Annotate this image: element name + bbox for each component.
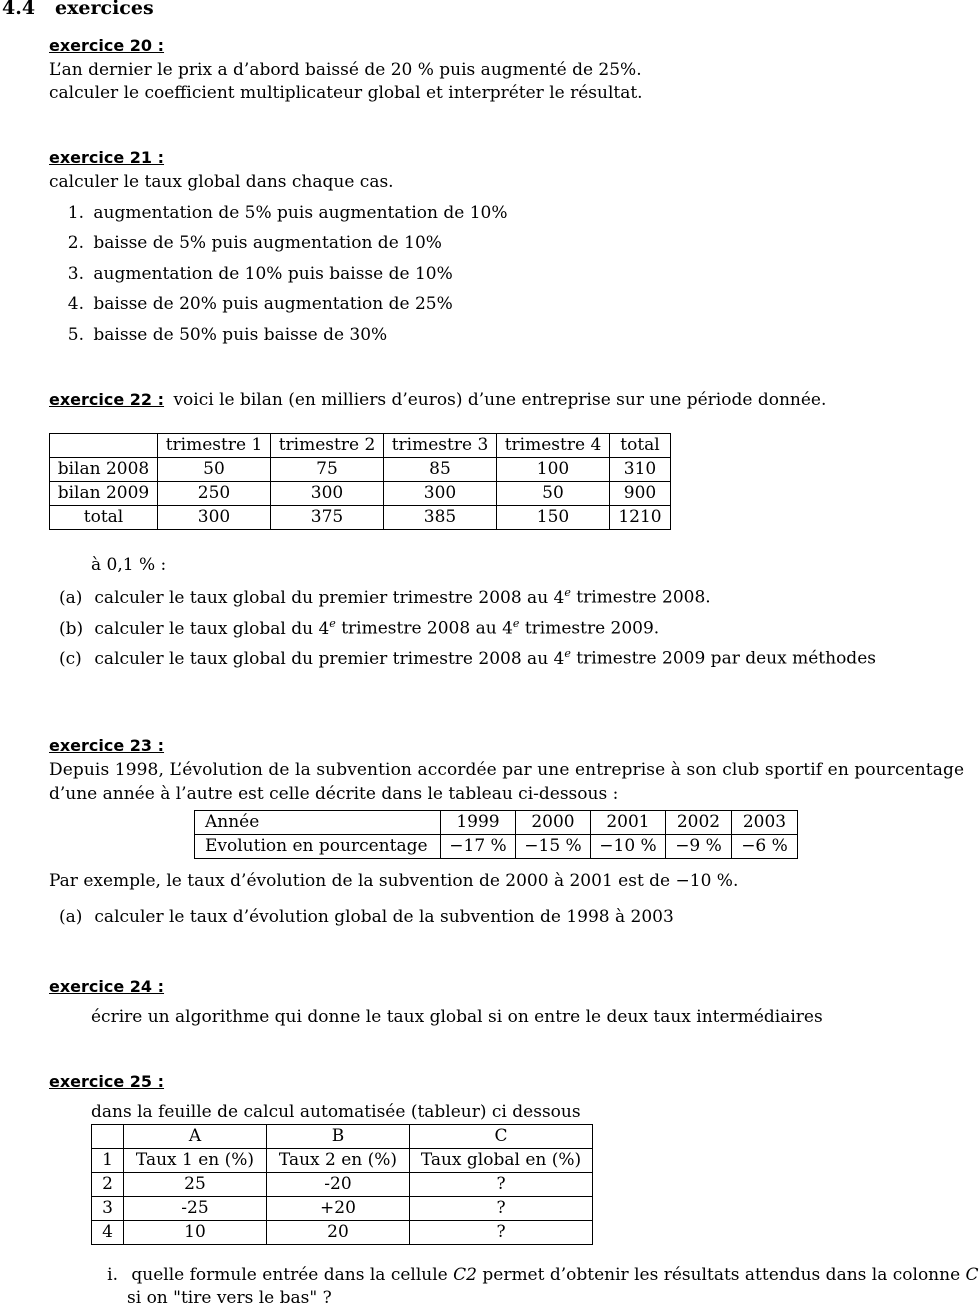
list-item-number: 2. [67,233,84,253]
ex25-question-i [100,1265,979,1285]
ex22-question-b [59,617,659,639]
table-cell [92,1125,124,1149]
table-cell: trimestre 3 [384,434,497,458]
table-row [92,1149,593,1173]
table-cell: 25 [124,1173,267,1197]
table-cell: 2001 [591,811,666,835]
table-cell: 150 [497,506,610,530]
column-reference: C [965,1265,979,1285]
question-text: calculer le taux d’évolution global de la subvention de 1998 à 2003 [94,907,674,927]
table-row [50,506,671,530]
superscript: e [564,586,571,599]
section-title: exercices [55,0,154,19]
question-text: calculer le taux global du premier trimestre 2008 au 4 [94,648,565,669]
table-cell: B [267,1125,410,1149]
question-label: (b) [59,618,84,639]
table-row [92,1221,593,1245]
question-label: (a) [59,907,83,927]
ex24-text: écrire un algorithme qui donne le taux global si on entre le deux taux intermédiaires [91,1007,823,1027]
ex23-para-1: Depuis 1998, L’évolution de la subvention accordée par une entreprise à son club sportif en pourcentage [49,760,965,780]
table-cell [50,434,158,458]
table-cell: trimestre 4 [497,434,610,458]
table-row [50,434,671,458]
ex25-spreadsheet [91,1124,593,1245]
table-cell: -25 [124,1197,267,1221]
ex22-question-c [59,647,876,669]
table-row [92,1173,593,1197]
table-cell: ? [410,1221,593,1245]
question-text-mid: permet d’obtenir les résultats attendus dans la colonne [476,1265,966,1285]
ex20-line-2: calculer le coefficient multiplicateur global et interpréter le résultat. [49,83,643,103]
cell-reference: C2 [453,1265,477,1285]
table-cell: Taux global en (%) [410,1149,593,1173]
ex20-line-1: L’an dernier le prix a d’abord baissé de 20 % puis augmenté de 25%. [49,60,642,80]
table-cell: 300 [384,482,497,506]
ex22-precision: à 0,1 % : [91,555,167,575]
question-text: calculer le taux global du 4 [94,618,330,639]
list-item-text: baisse de 5% puis augmentation de 10% [93,233,442,253]
question-label: (c) [59,648,82,669]
table-cell: ? [410,1197,593,1221]
table-cell: 300 [271,482,384,506]
table-cell: -20 [267,1173,410,1197]
table-cell: A [124,1125,267,1149]
table-row [92,1197,593,1221]
ex22-table [49,433,671,530]
table-cell: 900 [610,482,671,506]
table-cell: 100 [497,458,610,482]
table-cell: 20 [267,1221,410,1245]
table-cell: −17 % [441,835,516,859]
table-cell: 2003 [732,811,798,835]
ex23-question-a [59,907,674,927]
ex23-para-2: d’une année à l’autre est celle décrite dans le tableau ci-dessous : [49,784,619,804]
table-cell: Taux 1 en (%) [124,1149,267,1173]
table-row [50,482,671,506]
table-cell: bilan 2009 [50,482,158,506]
ex20-heading: exercice 20 : [49,36,165,55]
question-text: quelle formule entrée dans la cellule [131,1265,454,1285]
table-row [195,835,798,859]
ex21-intro: calculer le taux global dans chaque cas. [49,172,394,192]
table-cell: 85 [384,458,497,482]
ex22-header-line [49,390,826,410]
table-cell: 10 [124,1221,267,1245]
table-cell: bilan 2008 [50,458,158,482]
table-cell: +20 [267,1197,410,1221]
table-cell: −10 % [591,835,666,859]
list-item-text: augmentation de 10% puis baisse de 10% [93,264,453,284]
superscript: e [564,647,571,660]
ex23-heading: exercice 23 : [49,736,165,755]
table-cell: −15 % [516,835,591,859]
table-cell: Année [195,811,441,835]
ex21-item-4 [66,294,453,314]
question-text-end: trimestre 2009. [519,618,660,639]
table-cell: trimestre 1 [158,434,271,458]
section-number: 4.4 [2,0,36,19]
list-item-number: 3. [67,264,84,284]
table-cell: 4 [92,1221,124,1245]
table-row [195,811,798,835]
table-cell: total [610,434,671,458]
table-cell: 2002 [666,811,732,835]
table-cell: 2000 [516,811,591,835]
ex23-example: Par exemple, le taux d’évolution de la subvention de 2000 à 2001 est de −10 %. [49,871,739,891]
table-cell: −6 % [732,835,798,859]
table-cell: 310 [610,458,671,482]
table-cell: ? [410,1173,593,1197]
table-cell: 300 [158,506,271,530]
ex24-heading: exercice 24 : [49,977,165,996]
list-item-text: baisse de 50% puis baisse de 30% [93,325,388,345]
table-cell: trimestre 2 [271,434,384,458]
table-cell: 250 [158,482,271,506]
list-item-text: baisse de 20% puis augmentation de 25% [93,294,453,314]
question-label: (a) [59,587,83,608]
question-label: i. [107,1265,118,1285]
ex21-item-1 [66,203,508,223]
table-cell: 75 [271,458,384,482]
table-cell: 50 [158,458,271,482]
ex21-item-5 [66,325,387,345]
ex22-question-a [59,586,711,608]
table-cell: C [410,1125,593,1149]
ex21-heading: exercice 21 : [49,148,165,167]
table-cell: −9 % [666,835,732,859]
table-cell: Taux 2 en (%) [267,1149,410,1173]
ex25-intro: dans la feuille de calcul automatisée (tableur) ci dessous [91,1102,581,1122]
list-item-number: 4. [67,294,84,314]
list-item-text: augmentation de 5% puis augmentation de 10% [93,203,508,223]
list-item-number: 1. [67,203,84,223]
superscript: e [329,617,336,630]
ex25-heading: exercice 25 : [49,1072,165,1091]
ex25-question-i-line-2: si on "tire vers le bas" ? [127,1288,332,1308]
table-cell: 375 [271,506,384,530]
question-text-end: trimestre 2008. [570,587,711,608]
question-text: calculer le taux global du premier trimestre 2008 au 4 [94,587,565,608]
ex22-intro: voici le bilan (en milliers d’euros) d’une entreprise sur une période donnée. [173,390,827,410]
table-cell: 2 [92,1173,124,1197]
ex21-item-3 [66,264,453,284]
table-cell: total [50,506,158,530]
table-cell: 1210 [610,506,671,530]
table-cell: 1 [92,1149,124,1173]
question-text-mid: trimestre 2008 au 4 [335,618,513,639]
table-row [50,458,671,482]
superscript: e [512,617,520,630]
ex22-heading: exercice 22 : [49,390,165,409]
table-cell: Evolution en pourcentage [195,835,441,859]
table-cell: 3 [92,1197,124,1221]
table-row [92,1125,593,1149]
table-cell: 1999 [441,811,516,835]
list-item-number: 5. [67,325,84,345]
table-cell: 385 [384,506,497,530]
question-text-end: trimestre 2009 par deux méthodes [570,648,876,669]
ex21-item-2 [66,233,442,253]
table-cell: 50 [497,482,610,506]
ex23-table [194,810,798,859]
